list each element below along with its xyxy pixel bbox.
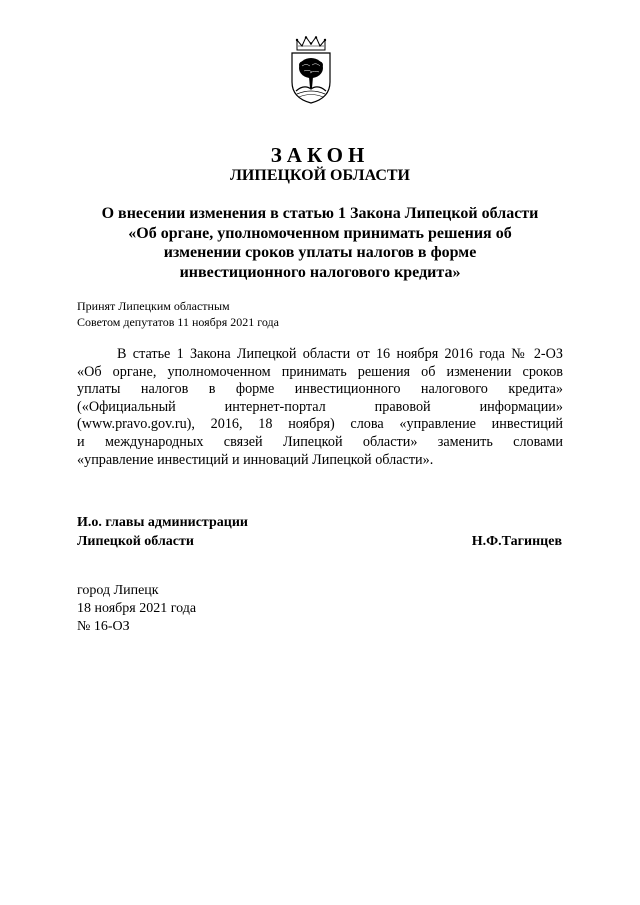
footer-date: 18 ноября 2021 года xyxy=(77,601,197,616)
adoption-note xyxy=(77,298,279,330)
adoption-note-line: Советом депутатов 11 ноября 2021 года xyxy=(77,315,279,329)
law-title xyxy=(60,204,580,282)
body-line: уплаты налогов в форме инвестиционного налогового кредита» xyxy=(77,381,563,398)
signatory-name: Н.Ф.Тагинцев xyxy=(471,534,562,549)
body-line: «управление инвестиций и инноваций Липецкой области». xyxy=(77,451,434,468)
signatory-position-line: Липецкой области xyxy=(77,534,194,549)
law-body xyxy=(77,346,563,469)
law-title-line: инвестиционного налогового кредита» xyxy=(179,263,461,281)
body-line: «Об органе, уполномоченном принимать решения об изменении сроков xyxy=(77,363,563,380)
signatory-position-line: И.о. главы администрации xyxy=(77,515,248,530)
signatory-position xyxy=(77,513,248,551)
law-title-line: «Об органе, уполномоченном принимать решения об xyxy=(128,224,512,242)
law-title-line: О внесении изменения в статью 1 Закона Липецкой области xyxy=(101,205,539,222)
footer-number: № 16-ОЗ xyxy=(77,619,130,634)
body-line: (www.pravo.gov.ru), 2016, 18 ноября) слова «управление инвестиций xyxy=(77,416,563,433)
law-title-line: изменении сроков уплаты налогов в форме xyxy=(163,244,477,261)
coat-of-arms-icon xyxy=(288,36,334,104)
body-line: и международных связей Липецкой области» заменить словами xyxy=(77,433,563,450)
adoption-note-line: Принят Липецким областным xyxy=(77,299,230,313)
document-footer xyxy=(77,582,196,636)
law-heading: ЗАКОН xyxy=(270,143,370,167)
law-region-heading: ЛИПЕЦКОЙ ОБЛАСТИ xyxy=(230,167,410,184)
footer-city: город Липецк xyxy=(77,583,159,598)
body-line: («Официальный интернет-портал правовой информации» xyxy=(77,398,563,415)
body-line: В статье 1 Закона Липецкой области от 16 ноября 2016 года № 2-ОЗ xyxy=(117,346,563,362)
